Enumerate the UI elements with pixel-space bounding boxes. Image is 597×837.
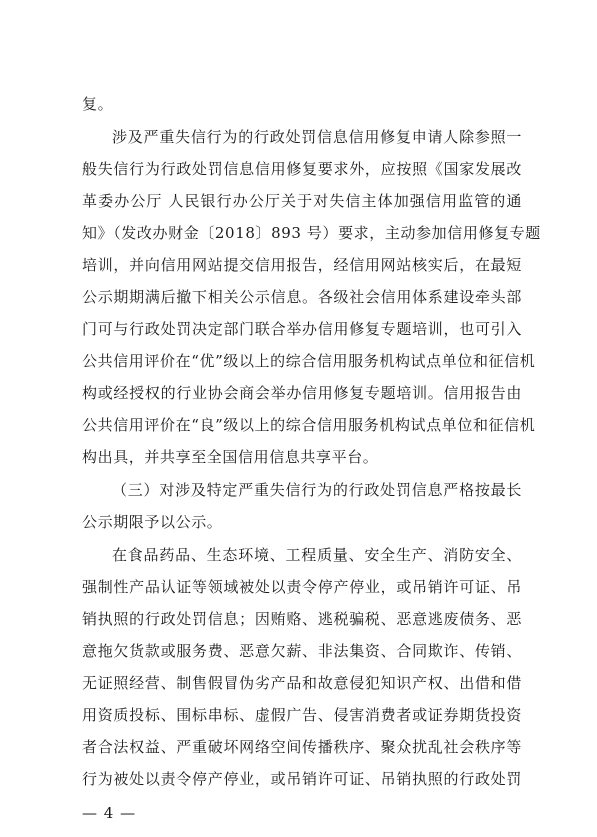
page-number: — 4 — xyxy=(82,804,137,822)
paragraph-first-line: 在食品药品、生态环境、工程质量、安全生产、消防安全、 xyxy=(112,546,522,564)
text-line: 无证照经营、制售假冒伪劣产品和故意侵犯知识产权、出借和借 xyxy=(82,674,522,692)
text-line: 构或经授权的行业协会商会举办信用修复专题培训。信用报告由 xyxy=(82,384,522,402)
text-line: 构出具，并共享至全国信用信息共享平台。 xyxy=(82,448,379,466)
text-line: 公共信用评价在“良”级以上的综合信用服务机构试点单位和征信机 xyxy=(82,416,536,434)
text-line: 革委办公厅 人民银行办公厅关于对失信主体加强信用监管的通 xyxy=(82,192,522,210)
paragraph-first-line: 涉及严重失信行为的行政处罚信息信用修复申请人除参照一 xyxy=(112,128,522,146)
text-line: 公共信用评价在“优”级以上的综合信用服务机构试点单位和征信机 xyxy=(82,352,536,370)
text-line: 者合法权益、严重破坏网络空间传播秩序、聚众扰乱社会秩序等 xyxy=(82,738,522,756)
text-line: 意拖欠货款或服务费、恶意欠薪、非法集资、合同欺诈、传销、 xyxy=(82,642,522,660)
text-line: 般失信行为行政处罚信息信用修复要求外，应按照《国家发展改 xyxy=(82,160,522,178)
text-line: 门可与行政处罚决定部门联合举办信用修复专题培训，也可引入 xyxy=(82,320,522,338)
text-line: 行为被处以责令停产停业，或吊销许可证、吊销执照的行政处罚 xyxy=(82,770,522,788)
text-line: 用资质投标、围标串标、虚假广告、侵害消费者或证券期货投资 xyxy=(82,706,522,724)
text-line: 公示期期满后撤下相关公示信息。各级社会信用体系建设牵头部 xyxy=(82,288,522,306)
section-heading-continued: 公示期限予以公示。 xyxy=(82,513,223,531)
text-line: 强制性产品认证等领域被处以责令停产停业，或吊销许可证、吊 xyxy=(82,578,522,596)
section-heading: （三）对涉及特定严重失信行为的行政处罚信息严格按最长 xyxy=(112,481,522,499)
text-line: 培训，并向信用网站提交信用报告，经信用网站核实后，在最短 xyxy=(82,256,522,274)
text-line: 复。 xyxy=(82,95,114,113)
text-line: 知》（发改办财金〔2018〕893 号）要求，主动参加信用修复专题 xyxy=(82,224,541,242)
text-line: 销执照的行政处罚信息；因贿赂、逃税骗税、恶意逃废债务、恶 xyxy=(82,610,522,628)
